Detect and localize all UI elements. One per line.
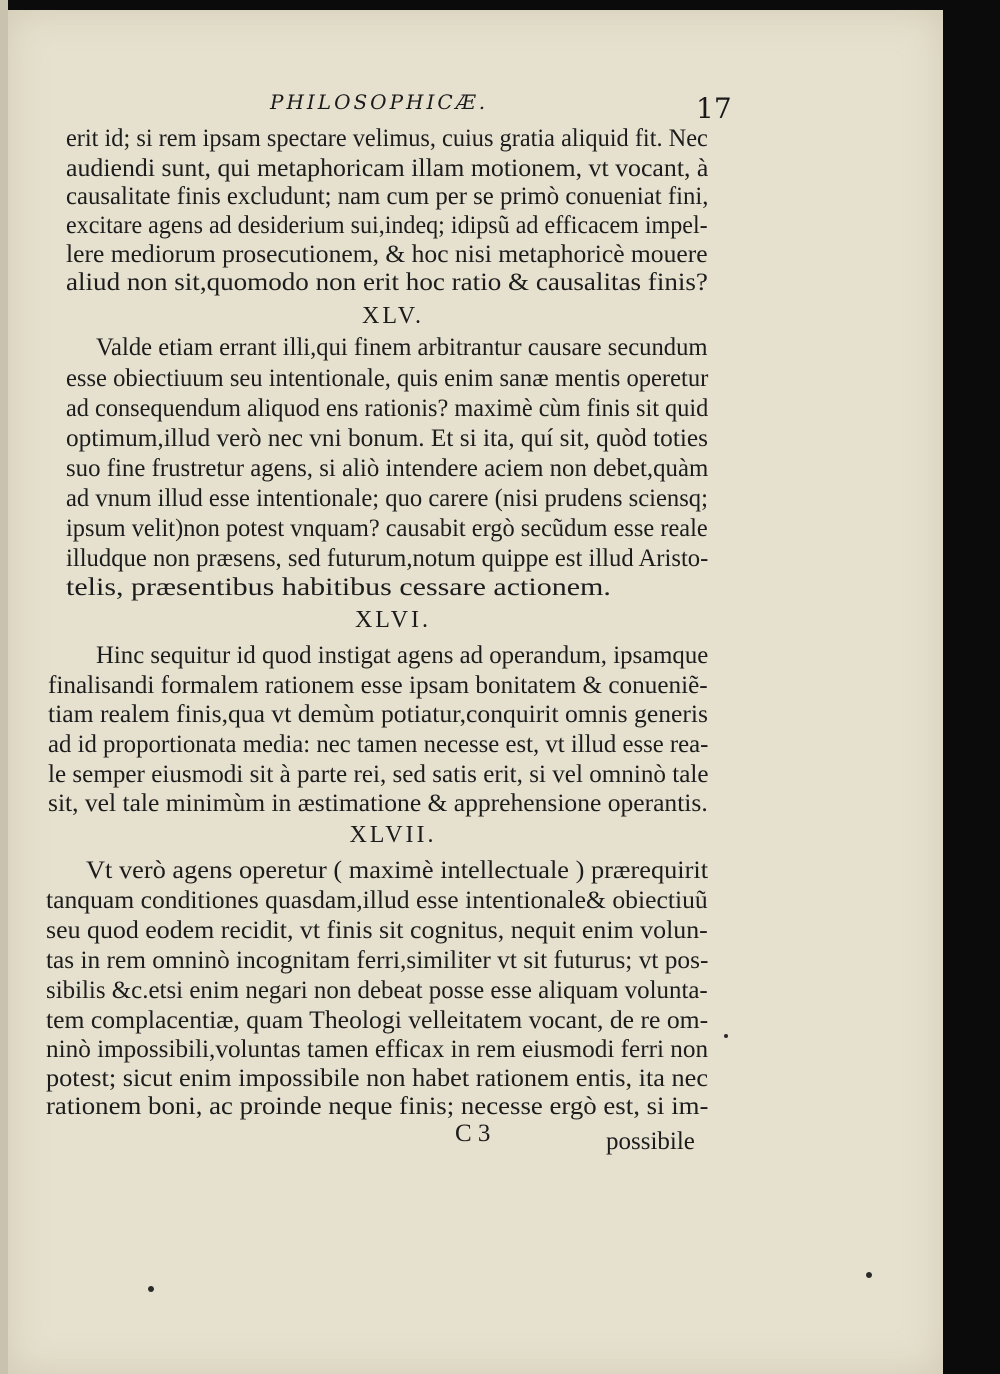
page-header — [8, 82, 943, 125]
ink-speck — [866, 1272, 872, 1278]
catchword: possibile — [606, 1128, 695, 1155]
text-line: finalisandi formalem rationem esse ipsam bonitatem & conueniẽ- — [48, 672, 708, 699]
text-line: aliud non sit,quomodo non erit hoc ratio & causalitas finis? — [66, 269, 708, 296]
section-heading-xlv: XLV. — [361, 303, 425, 329]
text-line: le semper eiusmodi sit à parte rei, sed satis erit, si vel omninò tale — [48, 761, 709, 788]
ink-speck — [724, 1034, 728, 1038]
section-heading-xlvi: XLVI. — [354, 607, 432, 633]
text-line: Valde etiam errant illi,qui finem arbitrantur causare secundum — [96, 334, 708, 361]
text-line: optimum,illud verò nec vni bonum. Et si ita, quí sit, quòd toties — [66, 425, 708, 452]
text-line: tiam realem finis,qua vt demùm potiatur,conquirit omnis generis — [48, 701, 708, 728]
running-head: PHILOSOPHICÆ. — [270, 90, 489, 114]
text-line: Hinc sequitur id quod instigat agens ad operandum, ipsamque — [96, 642, 709, 669]
text-line: ad vnum illud esse intentionale; quo carere (nisi prudens sciensq; — [66, 485, 708, 512]
text-line: esse obiectiuum seu intentionale, quis enim sanæ mentis operetur — [66, 365, 709, 392]
text-line: suo fine frustretur agens, si aliò intendere aciem non debet,quàm — [66, 455, 709, 482]
text-line: seu quod eodem recidit, vt finis sit cognitus, nequit enim volun- — [46, 917, 708, 944]
text-line: ad consequendum aliquod ens rationis? maximè cùm finis sit quid — [66, 395, 709, 422]
text-line: ninò impossibili,voluntas tamen efficax in rem eiusmodi ferri non — [46, 1036, 709, 1063]
text-line: ipsum velit)non potest vnquam? causabit ergò secũdum esse reale — [66, 515, 708, 542]
text-line: sibilis &c.etsi enim negari non debeat posse esse aliquam volunta- — [46, 977, 708, 1004]
text-line: ad id proportionata media: nec tamen necesse est, vt illud esse rea- — [48, 731, 709, 758]
text-line: potest; sicut enim impossibile non habet rationem entis, ita nec — [46, 1065, 709, 1092]
text-line: causalitate finis excludunt; nam cum per se primò conueniat fini, — [66, 183, 709, 210]
text-line: telis, præsentibus habitibus cessare actionem. — [66, 574, 611, 601]
text-line: excitare agens ad desiderium sui,indeq; idipsũ ad efficacem impel- — [66, 212, 708, 239]
binding-edge — [0, 0, 8, 1374]
book-page — [8, 10, 943, 1374]
text-line: tem complacentiæ, quam Theologi velleitatem vocant, de re om- — [46, 1007, 709, 1034]
text-line: erit id; si rem ipsam spectare velimus, cuius gratia aliquid fit. Nec — [66, 125, 708, 152]
text-line: illudque non præsens, sed futurum,notum quippe est illud Aristo- — [66, 545, 709, 572]
page-number: 17 — [696, 92, 732, 125]
text-line: Vt verò agens operetur ( maximè intellectuale ) prærequirit — [86, 857, 709, 884]
ink-speck — [148, 1286, 154, 1292]
text-line: tanquam conditiones quasdam,illud esse intentionale& obiectiuũ — [46, 887, 708, 914]
section-heading-xlvii: XLVII. — [349, 822, 437, 848]
text-line: sit, vel tale minimùm in æstimatione & apprehensione operantis. — [48, 790, 708, 817]
text-line: lere mediorum prosecutionem, & hoc nisi metaphoricè mouere — [66, 241, 708, 268]
text-line: rationem boni, ac proinde neque finis; necesse ergò est, si im- — [46, 1093, 709, 1120]
text-line: tas in rem omninò incognitam ferri,similiter vt sit futurus; vt pos- — [46, 947, 709, 974]
signature-mark: C 3 — [455, 1120, 491, 1147]
text-line: audiendi sunt, qui metaphoricam illam motionem, vt vocant, à — [66, 155, 709, 182]
